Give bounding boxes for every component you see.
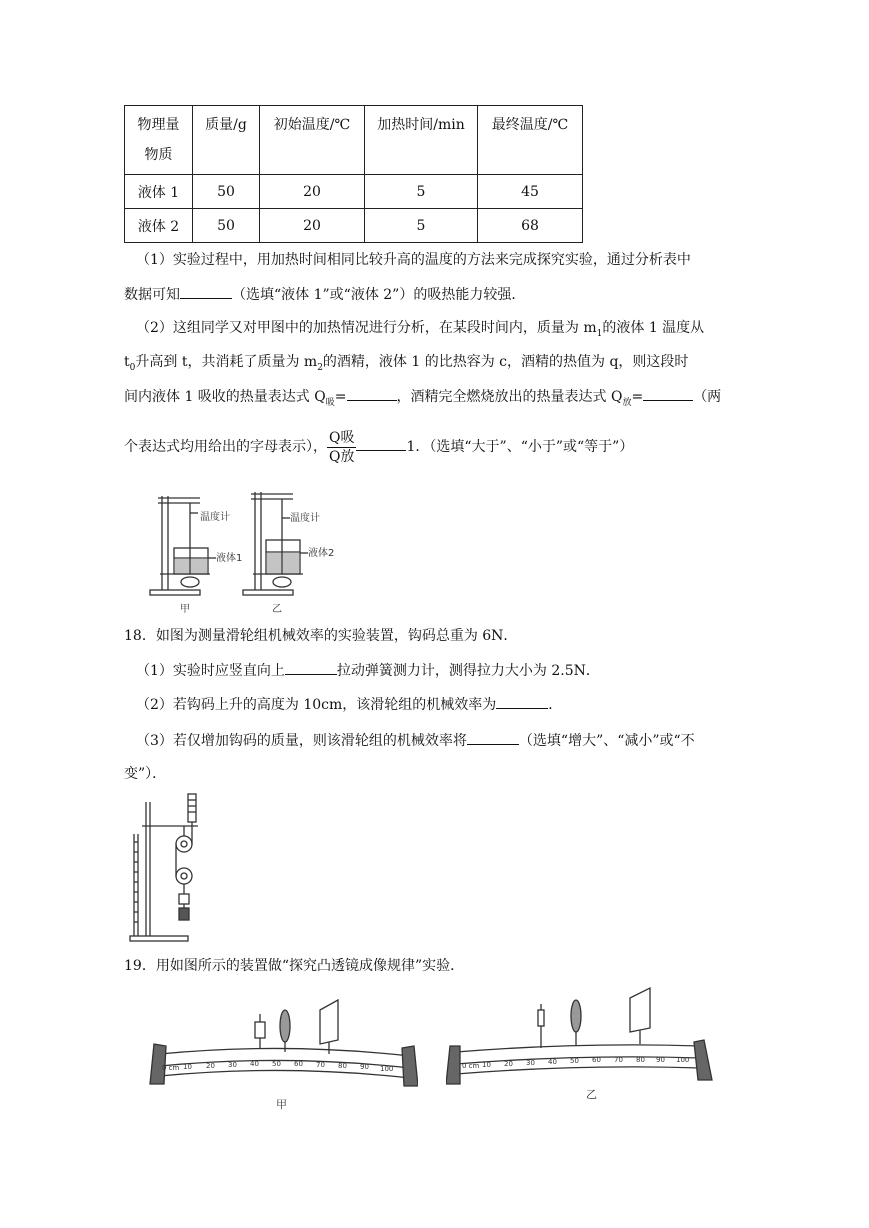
q18-text: （3）若仅增加钩码的质量，则该滑轮组的机械效率将 <box>136 733 467 749</box>
tick-label: 80 <box>338 1062 347 1070</box>
subscript: 2 <box>317 362 323 373</box>
table-cell: 5 <box>365 175 478 209</box>
tick-label: 90 <box>360 1063 369 1071</box>
q18-title: 18．如图为测量滑轮组机械效率的实验装置，钩码总重为 6N． <box>124 628 518 644</box>
subscript: 吸 <box>325 397 335 408</box>
q18-part2 <box>136 694 562 715</box>
table-cell: 5 <box>365 209 478 243</box>
tick-label: 70 <box>316 1061 325 1069</box>
fraction-numerator: Q吸 <box>329 429 355 446</box>
q18-part1 <box>136 660 600 681</box>
fraction-denominator: Q放 <box>329 448 355 465</box>
tick-label: 10 <box>183 1063 192 1071</box>
answer-blank[interactable] <box>496 694 548 709</box>
q17-text: = <box>334 389 347 405</box>
stand-base <box>150 590 200 595</box>
tick-label: 10 <box>482 1061 491 1069</box>
optical-bench-yi <box>446 980 718 1110</box>
q17-text: （2）这组同学又对甲图中的加热情况进行分析，在某段时间内，质量为 m <box>136 320 597 336</box>
tick-label: 30 <box>228 1061 237 1069</box>
tick-label: 60 <box>592 1056 601 1064</box>
bench-unit-label: 0 cm <box>162 1064 180 1072</box>
q17-part1-line1: （1）实验过程中，用加热时间相同比较升高的温度的方法来完成探究实验，通过分析表中 <box>136 252 691 268</box>
tick-label: 20 <box>206 1062 215 1070</box>
q17-text: 个表达式均用给出的字母表示）， <box>124 439 327 455</box>
q18-text: （2）若钩码上升的高度为 10cm，该滑轮组的机械效率为 <box>136 697 497 713</box>
header-initial-temp: 初始温度/℃ <box>260 106 365 175</box>
table-cell: 68 <box>478 209 583 243</box>
tick-label: 80 <box>636 1056 645 1064</box>
tick-label: 40 <box>548 1058 557 1066</box>
tick-label: 50 <box>272 1060 281 1068</box>
answer-blank[interactable] <box>356 436 406 451</box>
header-quantity: 物理量 <box>137 117 180 133</box>
label-yi: 乙 <box>586 1088 597 1101</box>
table-cell: 45 <box>478 175 583 209</box>
thermometer-label-right: 温度计 <box>290 513 320 524</box>
liquid2-label: 液体2 <box>308 548 335 559</box>
q17-text: 的酒精，液体 1 的比热容为 c，酒精的热值为 q，则这段时 <box>322 354 689 370</box>
q17-text: ，酒精完全燃烧放出的热量表达式 Q <box>396 389 623 405</box>
q18-part3-cont: 变”）． <box>124 766 167 782</box>
subscript: 放 <box>622 397 632 408</box>
tick-label: 40 <box>250 1060 259 1068</box>
q18-part3 <box>136 730 695 751</box>
label-jia: 甲 <box>276 1098 287 1111</box>
q17-text: = <box>631 389 644 405</box>
answer-blank[interactable] <box>643 386 693 401</box>
q17-text: （两 <box>693 389 722 405</box>
header-mass: 质量/g <box>193 106 260 175</box>
q17-text: 间内液体 1 吸收的热量表达式 Q <box>124 389 326 405</box>
table-cell: 液体 1 <box>125 175 193 209</box>
table-cell: 50 <box>193 209 260 243</box>
q18-text: ． <box>548 697 563 713</box>
answer-blank[interactable] <box>347 386 397 401</box>
header-heating-time: 加热时间/min <box>365 106 478 175</box>
pulley-figure <box>128 792 208 944</box>
tick-label: 100 <box>380 1065 394 1073</box>
table-row <box>125 209 583 243</box>
q17-text: 的液体 1 温度从 <box>602 320 705 336</box>
tick-label: 70 <box>614 1056 623 1064</box>
tick-label: 90 <box>656 1056 665 1064</box>
q18-text: 拉动弹簧测力计，测得拉力大小为 2.5N． <box>336 663 600 679</box>
answer-blank[interactable] <box>285 660 337 675</box>
table-row <box>125 175 583 209</box>
label-yi: 乙 <box>272 604 282 615</box>
q17-text: （选填“液体 1”或“液体 2”）的吸热能力较强． <box>232 287 526 303</box>
tick-label: 60 <box>294 1060 303 1068</box>
bench-unit-label: 0 cm <box>462 1062 480 1070</box>
answer-blank[interactable] <box>180 284 232 299</box>
table-cell: 50 <box>193 175 260 209</box>
table-cell: 20 <box>260 175 365 209</box>
subscript: 1 <box>596 328 603 339</box>
tick-label: 100 <box>676 1056 690 1064</box>
q18-text: （1）实验时应竖直向上 <box>136 663 285 679</box>
header-final-temp: 最终温度/℃ <box>478 106 583 175</box>
q17-part2-line1 <box>136 318 704 344</box>
tick-label: 30 <box>526 1059 535 1067</box>
label-jia: 甲 <box>180 604 190 615</box>
q18-text: （选填“增大”、“减小”或“不 <box>518 733 695 749</box>
optical-bench-jia <box>148 986 418 1116</box>
answer-blank[interactable] <box>467 730 519 745</box>
table-cell: 液体 2 <box>125 209 193 243</box>
q17-text: 1．（选填“大于”、“小于”或“等于”） <box>406 439 634 455</box>
q17-part1-line2 <box>124 284 525 305</box>
q17-part2-line2 <box>124 352 688 378</box>
table-cell: 20 <box>260 209 365 243</box>
liquid1-label: 液体1 <box>216 553 243 564</box>
thermometer-label-left: 温度计 <box>200 512 230 523</box>
q17-text: 数据可知 <box>124 287 180 303</box>
table-corner-cell <box>125 106 193 175</box>
header-substance: 物质 <box>144 147 173 163</box>
tick-label: 20 <box>504 1060 513 1068</box>
q19-title: 19．用如图所示的装置做“探究凸透镜成像规律”实验． <box>124 958 465 974</box>
q17-text: 升高到 t，共消耗了质量为 m <box>135 354 318 370</box>
fraction <box>327 429 356 466</box>
data-table <box>124 105 583 243</box>
q17-part2-line3 <box>124 386 721 413</box>
q17-text: t <box>124 354 130 370</box>
tick-label: 50 <box>570 1057 579 1065</box>
subscript: 0 <box>129 362 136 373</box>
heating-apparatus-figure <box>140 478 340 618</box>
q17-part2-line4 <box>124 426 633 468</box>
